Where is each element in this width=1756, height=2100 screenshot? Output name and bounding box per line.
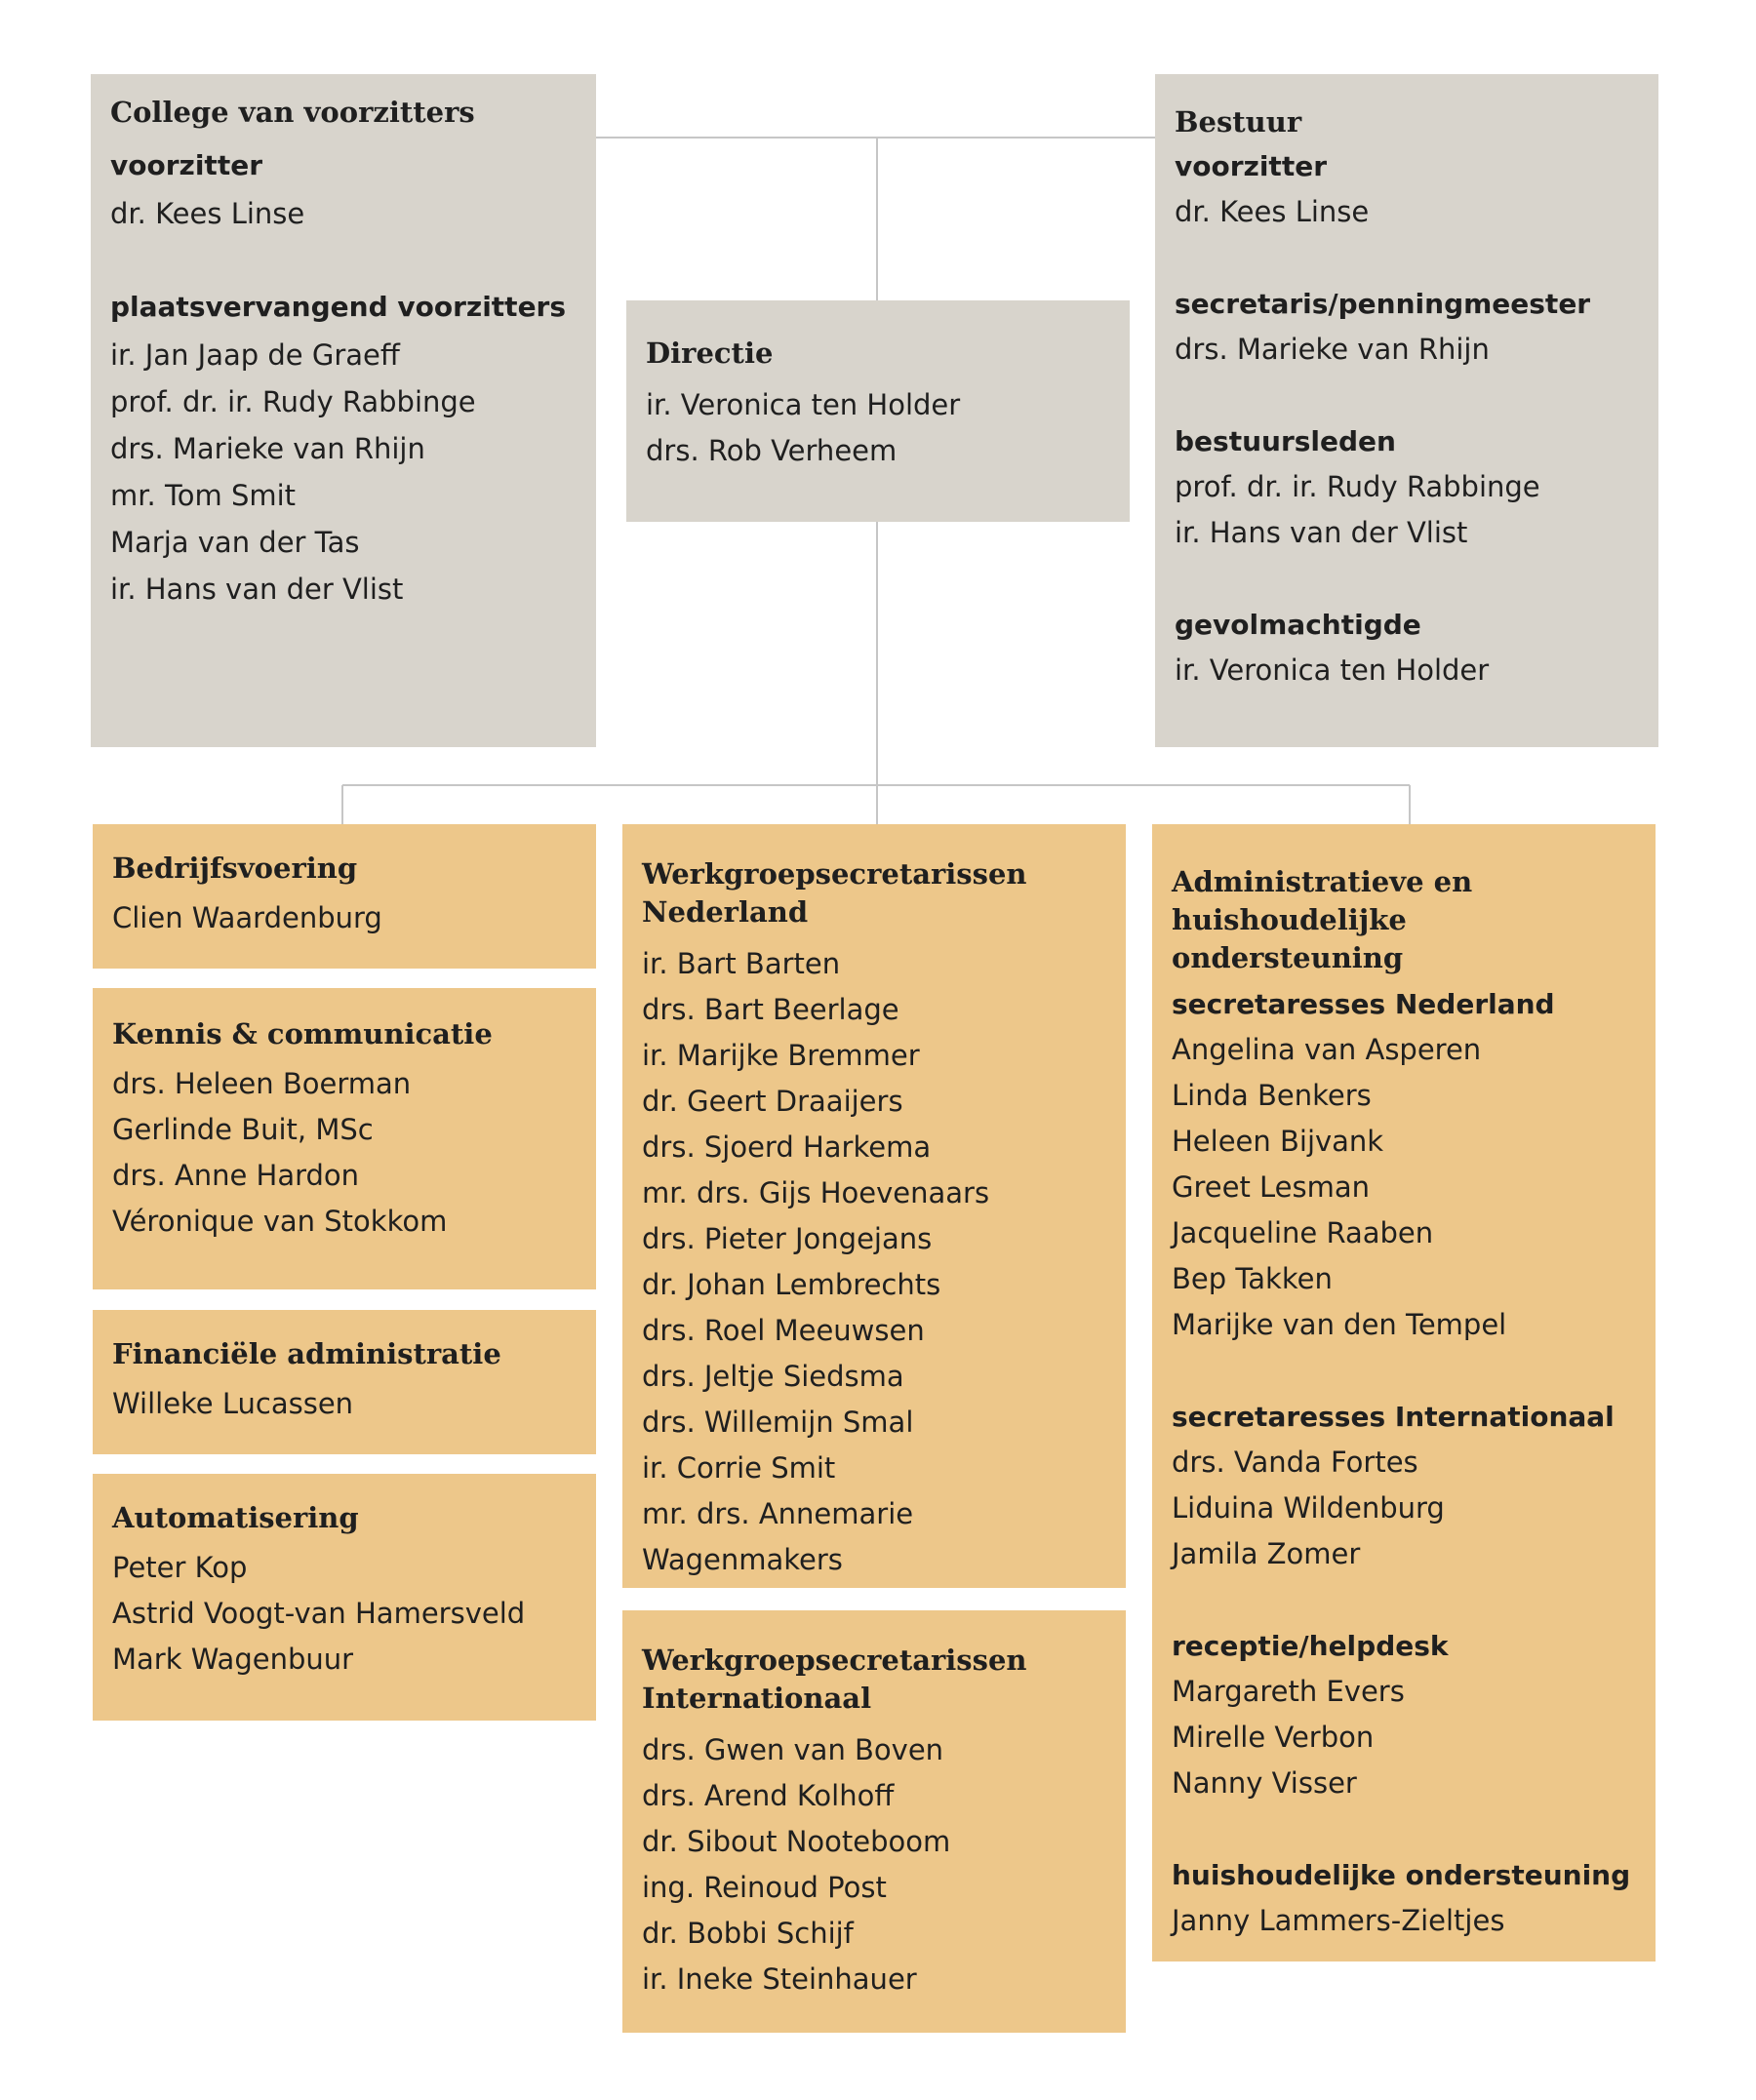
wg-nl-member: dr. Johan Lembrechts	[642, 1268, 941, 1301]
bestuur-chair: dr. Kees Linse	[1175, 195, 1370, 228]
wg-nl-title-line: Werkgroepsecretarissen	[642, 857, 1027, 891]
bestuur-proxy: ir. Veronica ten Holder	[1175, 654, 1490, 687]
college-deputies-label: plaatsvervangend voorzitters	[110, 291, 567, 323]
admin-sec-int-member: Jamila Zomer	[1172, 1537, 1361, 1570]
college-deputy: prof. dr. ir. Rudy Rabbinge	[110, 385, 476, 418]
wg-nl-title	[642, 855, 1106, 931]
college-deputy: drs. Marieke van Rhijn	[110, 432, 425, 465]
bestuur-member: prof. dr. ir. Rudy Rabbinge	[1175, 470, 1540, 503]
wg-nl-member: ir. Corrie Smit	[642, 1451, 836, 1485]
bestuur-secretary-label: secretaris/penningmeester	[1175, 288, 1591, 320]
admin-title-line: Administratieve en	[1172, 865, 1473, 898]
college-title: College van voorzitters	[110, 96, 475, 129]
kennis-member: Véronique van Stokkom	[112, 1205, 448, 1238]
bestuur-box	[1155, 74, 1658, 747]
admin-sec-nl-member: Bep Takken	[1172, 1262, 1333, 1295]
college-deputy: Marja van der Tas	[110, 526, 360, 559]
college-van-voorzitters-box	[91, 74, 596, 747]
wg-nl-member: drs. Willemijn Smal	[642, 1406, 914, 1439]
admin-reception-label: receptie/helpdesk	[1172, 1630, 1449, 1662]
automatisering-member: Peter Kop	[112, 1551, 248, 1584]
admin-sec-nl-member: Linda Benkers	[1172, 1079, 1372, 1112]
kennis-member: drs. Anne Hardon	[112, 1159, 360, 1192]
wg-nl-member: drs. Roel Meeuwsen	[642, 1314, 925, 1347]
wg-int-member: drs. Arend Kolhoff	[642, 1779, 895, 1812]
admin-reception-member: Nanny Visser	[1172, 1766, 1357, 1800]
bedrijfsvoering-member: Clien Waardenburg	[112, 901, 382, 934]
bestuur-member: ir. Hans van der Vlist	[1175, 516, 1468, 549]
admin-household-member: Janny Lammers-Zieltjes	[1172, 1904, 1505, 1937]
college-chair-label: voorzitter	[110, 149, 262, 181]
automatisering-box	[93, 1474, 596, 1721]
bestuur-title: Bestuur	[1175, 105, 1302, 139]
directie-box	[626, 300, 1130, 522]
admin-reception-member: Margareth Evers	[1172, 1675, 1405, 1708]
admin-household-label: huishoudelijke ondersteuning	[1172, 1859, 1631, 1891]
college-deputy: ir. Jan Jaap de Graeff	[110, 338, 400, 372]
automatisering-member: Mark Wagenbuur	[112, 1643, 354, 1676]
college-chair: dr. Kees Linse	[110, 197, 305, 230]
werkgroepsecretarissen-internationaal-box	[622, 1610, 1126, 2033]
admin-sec-nl-member: Greet Lesman	[1172, 1170, 1371, 1204]
administratieve-ondersteuning-box	[1152, 824, 1656, 1961]
wg-nl-member: ir. Bart Barten	[642, 947, 841, 980]
kennis-title: Kennis & communicatie	[112, 1017, 493, 1050]
bedrijfsvoering-box	[93, 824, 596, 969]
wg-nl-member: drs. Sjoerd Harkema	[642, 1130, 932, 1164]
werkgroepsecretarissen-nederland-box	[622, 824, 1126, 1588]
admin-sec-nl-member: Angelina van Asperen	[1172, 1033, 1482, 1066]
admin-sec-nl-member: Jacqueline Raaben	[1172, 1216, 1434, 1249]
admin-sec-int-member: Liduina Wildenburg	[1172, 1491, 1445, 1525]
admin-reception-member: Mirelle Verbon	[1172, 1721, 1375, 1754]
kennis-communicatie-box	[93, 988, 596, 1289]
wg-int-member: ing. Reinoud Post	[642, 1871, 887, 1904]
wg-int-title-line: Internationaal	[642, 1682, 872, 1715]
wg-int-member: ir. Ineke Steinhauer	[642, 1962, 917, 1996]
wg-nl-member: drs. Pieter Jongejans	[642, 1222, 933, 1255]
automatisering-member: Astrid Voogt-van Hamersveld	[112, 1597, 526, 1630]
wg-nl-member: mr. drs. Annemarie Wagenmakers	[642, 1497, 914, 1576]
bestuur-secretary: drs. Marieke van Rhijn	[1175, 333, 1490, 366]
wg-nl-member: drs. Bart Beerlage	[642, 993, 899, 1026]
wg-nl-title-line: Nederland	[642, 895, 809, 929]
wg-int-member: dr. Bobbi Schijf	[642, 1917, 854, 1950]
bestuur-chair-label: voorzitter	[1175, 150, 1327, 182]
financien-member: Willeke Lucassen	[112, 1387, 354, 1420]
directie-title: Directie	[646, 337, 774, 370]
admin-title-line: huishoudelijke ondersteuning	[1172, 903, 1407, 974]
bestuur-proxy-label: gevolmachtigde	[1175, 609, 1421, 641]
financien-title: Financiële administratie	[112, 1337, 501, 1370]
college-deputy: mr. Tom Smit	[110, 479, 297, 512]
wg-nl-member: mr. drs. Gijs Hoevenaars	[642, 1176, 990, 1209]
wg-nl-member: dr. Geert Draaijers	[642, 1085, 903, 1118]
directie-member: ir. Veronica ten Holder	[646, 388, 961, 421]
admin-sec-nl-member: Marijke van den Tempel	[1172, 1308, 1507, 1341]
kennis-member: drs. Heleen Boerman	[112, 1067, 412, 1100]
kennis-member: Gerlinde Buit, MSc	[112, 1113, 374, 1146]
financiele-administratie-box	[93, 1310, 596, 1454]
directie-member: drs. Rob Verheem	[646, 434, 898, 467]
bestuur-members-label: bestuursleden	[1175, 425, 1396, 457]
bedrijfsvoering-title: Bedrijfsvoering	[112, 852, 358, 885]
wg-int-member: dr. Sibout Nooteboom	[642, 1825, 951, 1858]
automatisering-title: Automatisering	[112, 1501, 359, 1534]
admin-sec-int-label: secretaresses Internationaal	[1172, 1401, 1615, 1433]
admin-sec-int-member: drs. Vanda Fortes	[1172, 1446, 1418, 1479]
admin-sec-nl-member: Heleen Bijvank	[1172, 1125, 1384, 1158]
admin-sec-nl-label: secretaresses Nederland	[1172, 988, 1555, 1020]
admin-title	[1172, 863, 1636, 977]
wg-int-title	[642, 1642, 1106, 1718]
college-deputy: ir. Hans van der Vlist	[110, 573, 404, 606]
wg-int-title-line: Werkgroepsecretarissen	[642, 1644, 1027, 1677]
wg-int-member: drs. Gwen van Boven	[642, 1733, 944, 1766]
wg-nl-member: ir. Marijke Bremmer	[642, 1039, 920, 1072]
wg-nl-member: drs. Jeltje Siedsma	[642, 1360, 904, 1393]
